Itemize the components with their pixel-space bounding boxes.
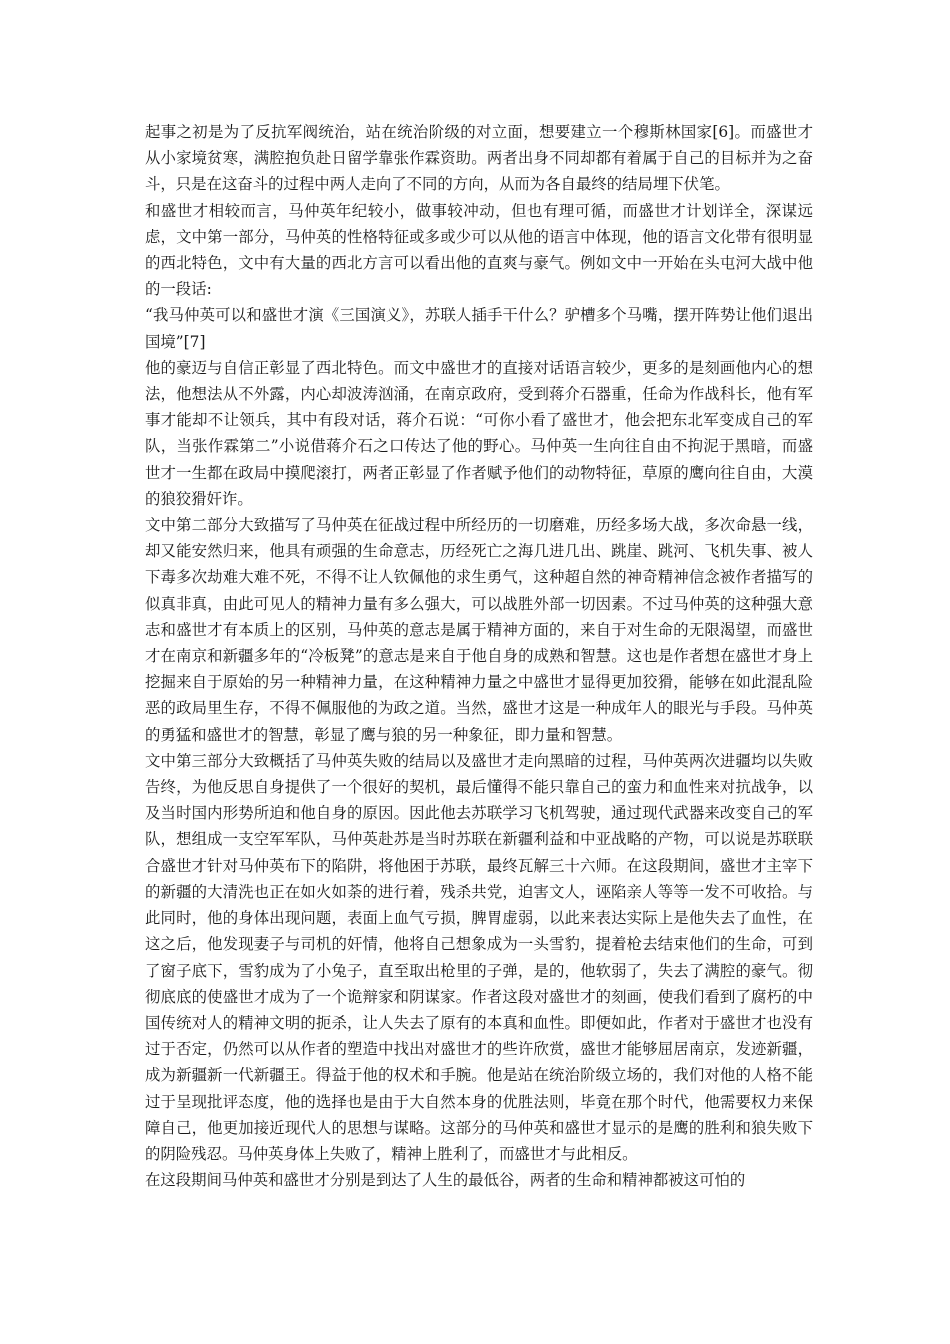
paragraph-lowest-point: 在这段期间马仲英和盛世才分别是到达了人生的最低谷，两者的生命和精神都被这可怕的 [145, 1171, 746, 1190]
paragraph-character-comparison: 和盛世才相较而言，马仲英年纪较小，做事较冲动，但也有理可循，而盛世才计划详全，深谋远虑，文中第一部分，马仲英的性格特征或多或少可以从他的语言中体现，他的语言文化带有很明显的西北特色，文中有大量的西北方言可以看出他的直爽与豪气。例如文中一开始在头屯河大战中他的一段话: [145, 201, 813, 299]
paragraph-quotation: “我马仲英可以和盛世才演《三国演义》，苏联人插手干什么？驴槽多个马嘴，摆开阵势让他们退出国境”[7] [145, 306, 813, 351]
paragraph-part-three: 文中第三部分大致概括了马仲英失败的结局以及盛世才走向黑暗的过程，马仲英两次进疆均以失败告终，为他反思自身提供了一个很好的契机，最后懂得不能只靠自己的蛮力和血性来对抗战争，以及当时国内形势所迫和他自身的原因。因此他去苏联学习飞机驾驶，通过现代武器来改变自己的军队，想组成一支空军军队，马仲英赴苏是当时苏联在新疆利益和中亚战略的产物，可以说是苏联联合盛世才针对马仲英布下的陷阱，将他困于苏联，最终瓦解三十六师。在这段期间，盛世才主宰下的新疆的大清洗也正在如火如荼的进行着，残杀共党，迫害文人，诬陷亲人等等一发不可收拾。与此同时，他的身体出现问题，表面上血气亏损，脾胃虚弱，以此来表达实际上是他失去了血性，在这之后，他发现妻子与司机的奸情，他将自己想象成为一头雪豹，提着枪去结束他们的生命，可到了窗子底下，雪豹成为了小兔子，直至取出枪里的子弹，是的，他软弱了，失去了满腔的豪气。彻彻底底的使盛世才成为了一个诡辩家和阴谋家。作者这段对盛世才的刻画，使我们看到了腐朽的中国传统对人的精神文明的扼杀，让人失去了原有的本真和血性。即便如此，作者对于盛世才也没有过于否定，仍然可以从作者的塑造中找出对盛世才的些许欣赏，盛世才能够屈居南京，发迹新疆，成为新疆新一代新疆王。得益于他的权术和手腕。他是站在统治阶级立场的，我们对他的人格不能过于呈现批评态度，他的选择也是由于大自然本身的优胜法则，毕竟在那个时代，他需要权力来保障自己，他更加接近现代人的思想与谋略。这部分的马仲英和盛世才显示的是鹰的胜利和狼失败下的阴险残忍。马仲英身体上失败了，精神上胜利了，而盛世才与此相反。 [145, 751, 813, 1163]
paragraph-origins: 起事之初是为了反抗军阀统治，站在统治阶级的对立面，想要建立一个穆斯林国家[6]。而盛世才从小家境贫寒，满腔抱负赴日留学靠张作霖资助。两者出身不同却都有着属于自己的目标并为之奋斗，只是在这奋斗的过程中两人走向了不同的方向，从而为各自最终的结局埋下伏笔。 [145, 123, 813, 194]
paragraph-part-two: 文中第二部分大致描写了马仲英在征战过程中所经历的一切磨难，历经多场大战，多次命悬一线，却又能安然归来，他具有顽强的生命意志，历经死亡之海几进几出、跳崖、跳河、飞机失事、被人下毒多次劫难大难不死，不得不让人钦佩他的求生勇气，这种超自然的神奇精神信念被作者描写的似真非真，由此可见人的精神力量有多么强大，可以战胜外部一切因素。不过马仲英的这种强大意志和盛世才有本质上的区别，马仲英的意志是属于精神方面的，来自于对生命的无限渴望，而盛世才在南京和新疆多年的“冷板凳”的意志是来自于他自身的成熟和智慧。这也是作者想在盛世才身上挖掘来自于原始的另一种精神力量，在这种精神力量之中盛世才显得更加狡猾，能够在如此混乱险恶的政局里生存，不得不佩服他的为政之道。当然，盛世才这是一种成年人的眼光与手段。马仲英的勇猛和盛世才的智慧，彰显了鹰与狼的另一种象征，即力量和智慧。 [145, 516, 813, 744]
document-body [145, 119, 813, 1193]
paragraph-language-analysis: 他的豪迈与自信正彰显了西北特色。而文中盛世才的直接对话语言较少，更多的是刻画他内心的想法，他想法从不外露，内心却波涛汹涌，在南京政府，受到蒋介石器重，任命为作战科长，他有军事才能却不让领兵，其中有段对话，蒋介石说：“可你小看了盛世才，他会把东北军变成自己的军队，当张作霖第二”小说借蒋介石之口传达了他的野心。马仲英一生向往自由不拘泥于黑暗，而盛世才一生都在政局中摸爬滚打，两者正彰显了作者赋予他们的动物特征，草原的鹰向往自由，大漠的狼狡猾奸诈。 [145, 358, 813, 508]
